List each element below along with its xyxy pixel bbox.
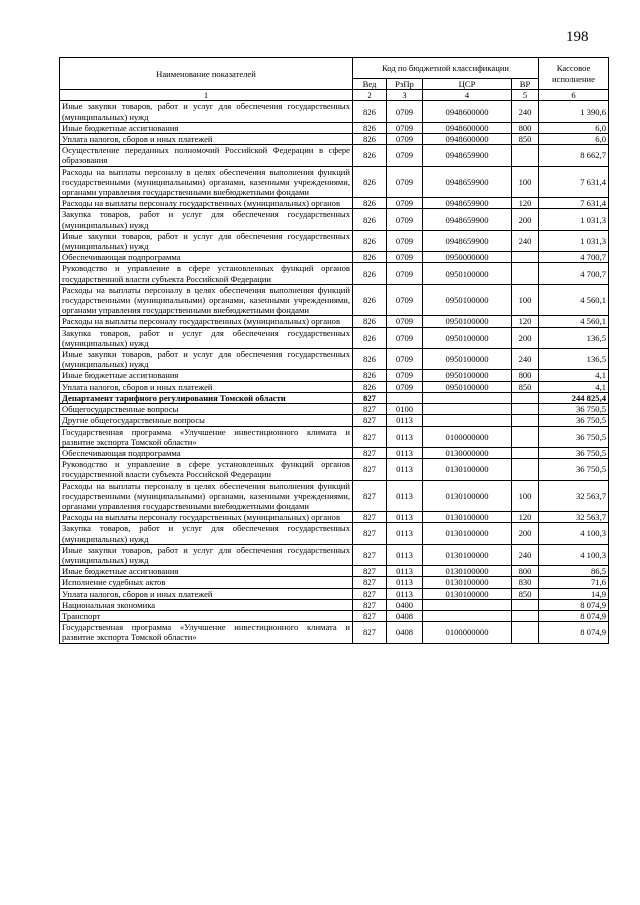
cell-ved: 827 xyxy=(353,480,387,512)
cell-csr: 0950100000 xyxy=(423,381,512,392)
cell-name: Иные бюджетные ассигнования xyxy=(60,122,353,133)
cell-vr: 800 xyxy=(512,566,539,577)
cell-ved: 826 xyxy=(353,252,387,263)
cell-name: Иные закупки товаров, работ и услуг для обеспечения государственных (муниципальных) нужд xyxy=(60,101,353,122)
cell-name: Обеспечивающая подпрограмма xyxy=(60,252,353,263)
cell-ved: 826 xyxy=(353,101,387,122)
header-amount: Кассовое исполнение xyxy=(539,58,609,90)
cell-amount: 4,1 xyxy=(539,370,609,381)
cell-rzpr: 0709 xyxy=(387,198,423,209)
cell-ved: 826 xyxy=(353,349,387,370)
cell-name: Расходы на выплаты персоналу государственных (муниципальных) органов xyxy=(60,512,353,523)
cell-amount: 36 750,5 xyxy=(539,426,609,447)
table-row xyxy=(60,447,609,458)
cell-rzpr: 0113 xyxy=(387,480,423,512)
cell-csr: 0130100000 xyxy=(423,523,512,544)
cell-amount: 36 750,5 xyxy=(539,447,609,458)
table-row xyxy=(60,230,609,251)
cell-name: Расходы на выплаты персоналу в целях обеспечения выполнения функций государственными (муниципальными) органами, казенными учреждениями, органами управления государственными внебюджетными фондами xyxy=(60,284,353,316)
cell-amount: 4,1 xyxy=(539,381,609,392)
table-row xyxy=(60,145,609,166)
table-row xyxy=(60,252,609,263)
cell-ved: 826 xyxy=(353,122,387,133)
cell-csr: 0950100000 xyxy=(423,263,512,284)
cell-ved: 826 xyxy=(353,134,387,145)
cell-amount: 6,0 xyxy=(539,134,609,145)
cell-amount: 7 631,4 xyxy=(539,166,609,198)
header-ved: Вед xyxy=(353,79,387,90)
cell-csr: 0130100000 xyxy=(423,459,512,480)
cell-name: Иные бюджетные ассигнования xyxy=(60,566,353,577)
cell-csr: 0130100000 xyxy=(423,512,512,523)
cell-rzpr: 0113 xyxy=(387,523,423,544)
table-row xyxy=(60,577,609,588)
cell-ved: 827 xyxy=(353,610,387,621)
cell-name: Руководство и управление в сфере установленных функций органов государственной власти субъекта Российской Федерации xyxy=(60,459,353,480)
cell-csr: 0130100000 xyxy=(423,577,512,588)
cell-name: Транспорт xyxy=(60,610,353,621)
cell-amount: 7 631,4 xyxy=(539,198,609,209)
table-row xyxy=(60,101,609,122)
cell-vr: 200 xyxy=(512,327,539,348)
cell-rzpr: 0709 xyxy=(387,284,423,316)
cell-csr: 0950100000 xyxy=(423,370,512,381)
cell-ved: 827 xyxy=(353,599,387,610)
cell-rzpr: 0709 xyxy=(387,263,423,284)
table-row xyxy=(60,122,609,133)
cell-rzpr: 0113 xyxy=(387,447,423,458)
cell-csr: 0948659900 xyxy=(423,166,512,198)
cell-vr xyxy=(512,426,539,447)
header-num-amount: 6 xyxy=(539,90,609,101)
cell-name: Уплата налогов, сборов и иных платежей xyxy=(60,134,353,145)
cell-csr xyxy=(423,392,512,403)
cell-csr: 0948600000 xyxy=(423,101,512,122)
cell-ved: 826 xyxy=(353,198,387,209)
table-row xyxy=(60,284,609,316)
cell-vr xyxy=(512,622,539,643)
cell-ved: 827 xyxy=(353,426,387,447)
cell-rzpr: 0113 xyxy=(387,577,423,588)
cell-amount: 86,5 xyxy=(539,566,609,577)
cell-ved: 827 xyxy=(353,404,387,415)
budget-table xyxy=(59,57,609,644)
cell-name: Другие общегосударственные вопросы xyxy=(60,415,353,426)
cell-csr: 0130100000 xyxy=(423,566,512,577)
cell-csr xyxy=(423,610,512,621)
cell-vr: 200 xyxy=(512,209,539,230)
header-num-ved: 2 xyxy=(353,90,387,101)
cell-ved: 826 xyxy=(353,284,387,316)
table-row xyxy=(60,415,609,426)
table-row xyxy=(60,198,609,209)
cell-csr: 0948659900 xyxy=(423,198,512,209)
cell-vr xyxy=(512,392,539,403)
cell-amount: 4 100,3 xyxy=(539,523,609,544)
cell-name: Расходы на выплаты персоналу в целях обеспечения выполнения функций государственными (муниципальными) органами, казенными учреждениями, органами управления государственными внебюджетными фондами xyxy=(60,166,353,198)
cell-name: Иные бюджетные ассигнования xyxy=(60,370,353,381)
cell-ved: 826 xyxy=(353,166,387,198)
cell-ved: 826 xyxy=(353,316,387,327)
cell-vr xyxy=(512,459,539,480)
table-row xyxy=(60,316,609,327)
cell-csr: 0948659900 xyxy=(423,209,512,230)
header-num-rzpr: 3 xyxy=(387,90,423,101)
header-num-csr: 4 xyxy=(423,90,512,101)
cell-rzpr: 0709 xyxy=(387,101,423,122)
cell-rzpr: 0709 xyxy=(387,209,423,230)
cell-csr: 0950100000 xyxy=(423,284,512,316)
cell-ved: 827 xyxy=(353,415,387,426)
cell-vr: 120 xyxy=(512,198,539,209)
table-row xyxy=(60,426,609,447)
cell-ved: 827 xyxy=(353,622,387,643)
cell-name: Национальная экономика xyxy=(60,599,353,610)
cell-amount: 1 031,3 xyxy=(539,230,609,251)
table-row xyxy=(60,622,609,643)
cell-rzpr: 0400 xyxy=(387,599,423,610)
cell-amount: 136,5 xyxy=(539,327,609,348)
cell-amount: 1 390,6 xyxy=(539,101,609,122)
cell-rzpr: 0709 xyxy=(387,230,423,251)
table-row xyxy=(60,480,609,512)
cell-vr: 850 xyxy=(512,381,539,392)
cell-csr: 0130100000 xyxy=(423,544,512,565)
cell-csr: 0948659900 xyxy=(423,230,512,251)
table-row xyxy=(60,566,609,577)
cell-name: Осуществление переданных полномочий Российской Федерации в сфере образования xyxy=(60,145,353,166)
table-row xyxy=(60,327,609,348)
cell-csr xyxy=(423,404,512,415)
cell-name: Уплата налогов, сборов и иных платежей xyxy=(60,381,353,392)
cell-amount: 71,6 xyxy=(539,577,609,588)
header-csr: ЦСР xyxy=(423,79,512,90)
cell-ved: 826 xyxy=(353,263,387,284)
cell-csr xyxy=(423,599,512,610)
cell-rzpr: 0709 xyxy=(387,327,423,348)
cell-name: Расходы на выплаты персоналу государственных (муниципальных) органов xyxy=(60,198,353,209)
cell-amount: 4 700,7 xyxy=(539,263,609,284)
cell-csr xyxy=(423,415,512,426)
cell-rzpr: 0709 xyxy=(387,349,423,370)
cell-vr: 830 xyxy=(512,577,539,588)
table-body xyxy=(60,101,609,643)
cell-csr: 0948600000 xyxy=(423,134,512,145)
cell-amount: 8 074,9 xyxy=(539,599,609,610)
cell-vr: 850 xyxy=(512,588,539,599)
cell-rzpr xyxy=(387,392,423,403)
cell-amount: 4 560,1 xyxy=(539,284,609,316)
cell-amount: 6,0 xyxy=(539,122,609,133)
cell-vr xyxy=(512,415,539,426)
cell-rzpr: 0709 xyxy=(387,381,423,392)
cell-vr: 200 xyxy=(512,523,539,544)
cell-rzpr: 0709 xyxy=(387,145,423,166)
table-header xyxy=(60,58,609,101)
cell-csr: 0130100000 xyxy=(423,480,512,512)
cell-amount: 36 750,5 xyxy=(539,404,609,415)
cell-name: Иные закупки товаров, работ и услуг для обеспечения государственных (муниципальных) нужд xyxy=(60,230,353,251)
cell-amount: 8 662,7 xyxy=(539,145,609,166)
cell-rzpr: 0113 xyxy=(387,588,423,599)
cell-name: Общегосударственные вопросы xyxy=(60,404,353,415)
cell-rzpr: 0709 xyxy=(387,166,423,198)
cell-vr xyxy=(512,252,539,263)
cell-vr xyxy=(512,404,539,415)
cell-ved: 826 xyxy=(353,145,387,166)
cell-vr: 240 xyxy=(512,349,539,370)
cell-name: Уплата налогов, сборов и иных платежей xyxy=(60,588,353,599)
cell-csr: 0100000000 xyxy=(423,622,512,643)
cell-ved: 827 xyxy=(353,523,387,544)
table-row xyxy=(60,512,609,523)
cell-ved: 826 xyxy=(353,370,387,381)
cell-name: Иные закупки товаров, работ и услуг для обеспечения государственных (муниципальных) нужд xyxy=(60,544,353,565)
cell-csr: 0948600000 xyxy=(423,122,512,133)
cell-amount: 36 750,5 xyxy=(539,415,609,426)
cell-vr: 800 xyxy=(512,122,539,133)
cell-name: Иные закупки товаров, работ и услуг для обеспечения государственных (муниципальных) нужд xyxy=(60,349,353,370)
cell-name: Закупка товаров, работ и услуг для обеспечения государственных (муниципальных) нужд xyxy=(60,327,353,348)
table-row xyxy=(60,370,609,381)
cell-vr xyxy=(512,447,539,458)
cell-amount: 136,5 xyxy=(539,349,609,370)
cell-csr: 0950100000 xyxy=(423,327,512,348)
cell-vr: 240 xyxy=(512,230,539,251)
cell-amount: 36 750,5 xyxy=(539,459,609,480)
cell-vr: 850 xyxy=(512,134,539,145)
cell-csr: 0950000000 xyxy=(423,252,512,263)
cell-rzpr: 0113 xyxy=(387,426,423,447)
cell-vr: 100 xyxy=(512,166,539,198)
cell-name: Департамент тарифного регулирования Томской области xyxy=(60,392,353,403)
table-row xyxy=(60,610,609,621)
cell-name: Закупка товаров, работ и услуг для обеспечения государственных (муниципальных) нужд xyxy=(60,209,353,230)
cell-vr xyxy=(512,610,539,621)
cell-ved: 827 xyxy=(353,512,387,523)
cell-amount: 4 700,7 xyxy=(539,252,609,263)
page-number: 198 xyxy=(566,29,589,45)
cell-vr: 240 xyxy=(512,101,539,122)
cell-rzpr: 0113 xyxy=(387,566,423,577)
table-row xyxy=(60,523,609,544)
cell-amount: 8 074,9 xyxy=(539,610,609,621)
cell-name: Расходы на выплаты персоналу в целях обеспечения выполнения функций государственными (муниципальными) органами, казенными учреждениями, органами управления государственными внебюджетными фондами xyxy=(60,480,353,512)
cell-amount: 4 560,1 xyxy=(539,316,609,327)
cell-amount: 32 563,7 xyxy=(539,512,609,523)
cell-rzpr: 0113 xyxy=(387,415,423,426)
cell-ved: 826 xyxy=(353,327,387,348)
cell-csr: 0950100000 xyxy=(423,316,512,327)
table-row xyxy=(60,404,609,415)
cell-rzpr: 0113 xyxy=(387,459,423,480)
cell-rzpr: 0408 xyxy=(387,622,423,643)
cell-csr: 0130000000 xyxy=(423,447,512,458)
cell-vr xyxy=(512,145,539,166)
cell-csr: 0130100000 xyxy=(423,588,512,599)
cell-ved: 826 xyxy=(353,209,387,230)
cell-ved: 827 xyxy=(353,392,387,403)
cell-amount: 14,9 xyxy=(539,588,609,599)
table-row xyxy=(60,459,609,480)
cell-ved: 826 xyxy=(353,230,387,251)
table-row xyxy=(60,588,609,599)
cell-rzpr: 0709 xyxy=(387,252,423,263)
cell-amount: 32 563,7 xyxy=(539,480,609,512)
cell-vr: 800 xyxy=(512,370,539,381)
cell-amount: 1 031,3 xyxy=(539,209,609,230)
table-row xyxy=(60,134,609,145)
cell-csr: 0950100000 xyxy=(423,349,512,370)
cell-name: Исполнение судебных актов xyxy=(60,577,353,588)
cell-name: Государственная программа «Улучшение инвестиционного климата и развитие экспорта Томской области» xyxy=(60,426,353,447)
header-num-vr: 5 xyxy=(512,90,539,101)
cell-amount: 8 074,9 xyxy=(539,622,609,643)
cell-rzpr: 0113 xyxy=(387,512,423,523)
header-rzpr: РзПр xyxy=(387,79,423,90)
cell-vr: 120 xyxy=(512,316,539,327)
cell-csr: 0948659900 xyxy=(423,145,512,166)
cell-name: Государственная программа «Улучшение инвестиционного климата и развитие экспорта Томской области» xyxy=(60,622,353,643)
table-row xyxy=(60,349,609,370)
cell-ved: 827 xyxy=(353,459,387,480)
cell-vr: 240 xyxy=(512,544,539,565)
table-row xyxy=(60,599,609,610)
cell-rzpr: 0709 xyxy=(387,370,423,381)
cell-vr xyxy=(512,599,539,610)
header-num-name: 1 xyxy=(60,90,353,101)
header-name: Наименование показателей xyxy=(60,58,353,90)
table-row xyxy=(60,263,609,284)
cell-rzpr: 0709 xyxy=(387,316,423,327)
cell-vr: 100 xyxy=(512,480,539,512)
table-row xyxy=(60,166,609,198)
cell-ved: 827 xyxy=(353,588,387,599)
table-row xyxy=(60,544,609,565)
table-row xyxy=(60,209,609,230)
cell-vr: 100 xyxy=(512,284,539,316)
cell-amount: 4 100,3 xyxy=(539,544,609,565)
cell-vr: 120 xyxy=(512,512,539,523)
cell-name: Расходы на выплаты персоналу государственных (муниципальных) органов xyxy=(60,316,353,327)
cell-ved: 827 xyxy=(353,447,387,458)
cell-rzpr: 0113 xyxy=(387,544,423,565)
cell-vr xyxy=(512,263,539,284)
table-row xyxy=(60,381,609,392)
header-vr: ВР xyxy=(512,79,539,90)
cell-amount: 244 825,4 xyxy=(539,392,609,403)
cell-rzpr: 0709 xyxy=(387,122,423,133)
cell-rzpr: 0408 xyxy=(387,610,423,621)
cell-ved: 827 xyxy=(353,577,387,588)
cell-name: Закупка товаров, работ и услуг для обеспечения государственных (муниципальных) нужд xyxy=(60,523,353,544)
cell-ved: 827 xyxy=(353,566,387,577)
cell-rzpr: 0709 xyxy=(387,134,423,145)
cell-csr: 0100000000 xyxy=(423,426,512,447)
cell-name: Обеспечивающая подпрограмма xyxy=(60,447,353,458)
header-code-group: Код по бюджетной классификации xyxy=(353,58,539,79)
cell-name: Руководство и управление в сфере установленных функций органов государственной власти субъекта Российской Федерации xyxy=(60,263,353,284)
table-row xyxy=(60,392,609,403)
cell-ved: 827 xyxy=(353,544,387,565)
cell-ved: 826 xyxy=(353,381,387,392)
cell-rzpr: 0100 xyxy=(387,404,423,415)
